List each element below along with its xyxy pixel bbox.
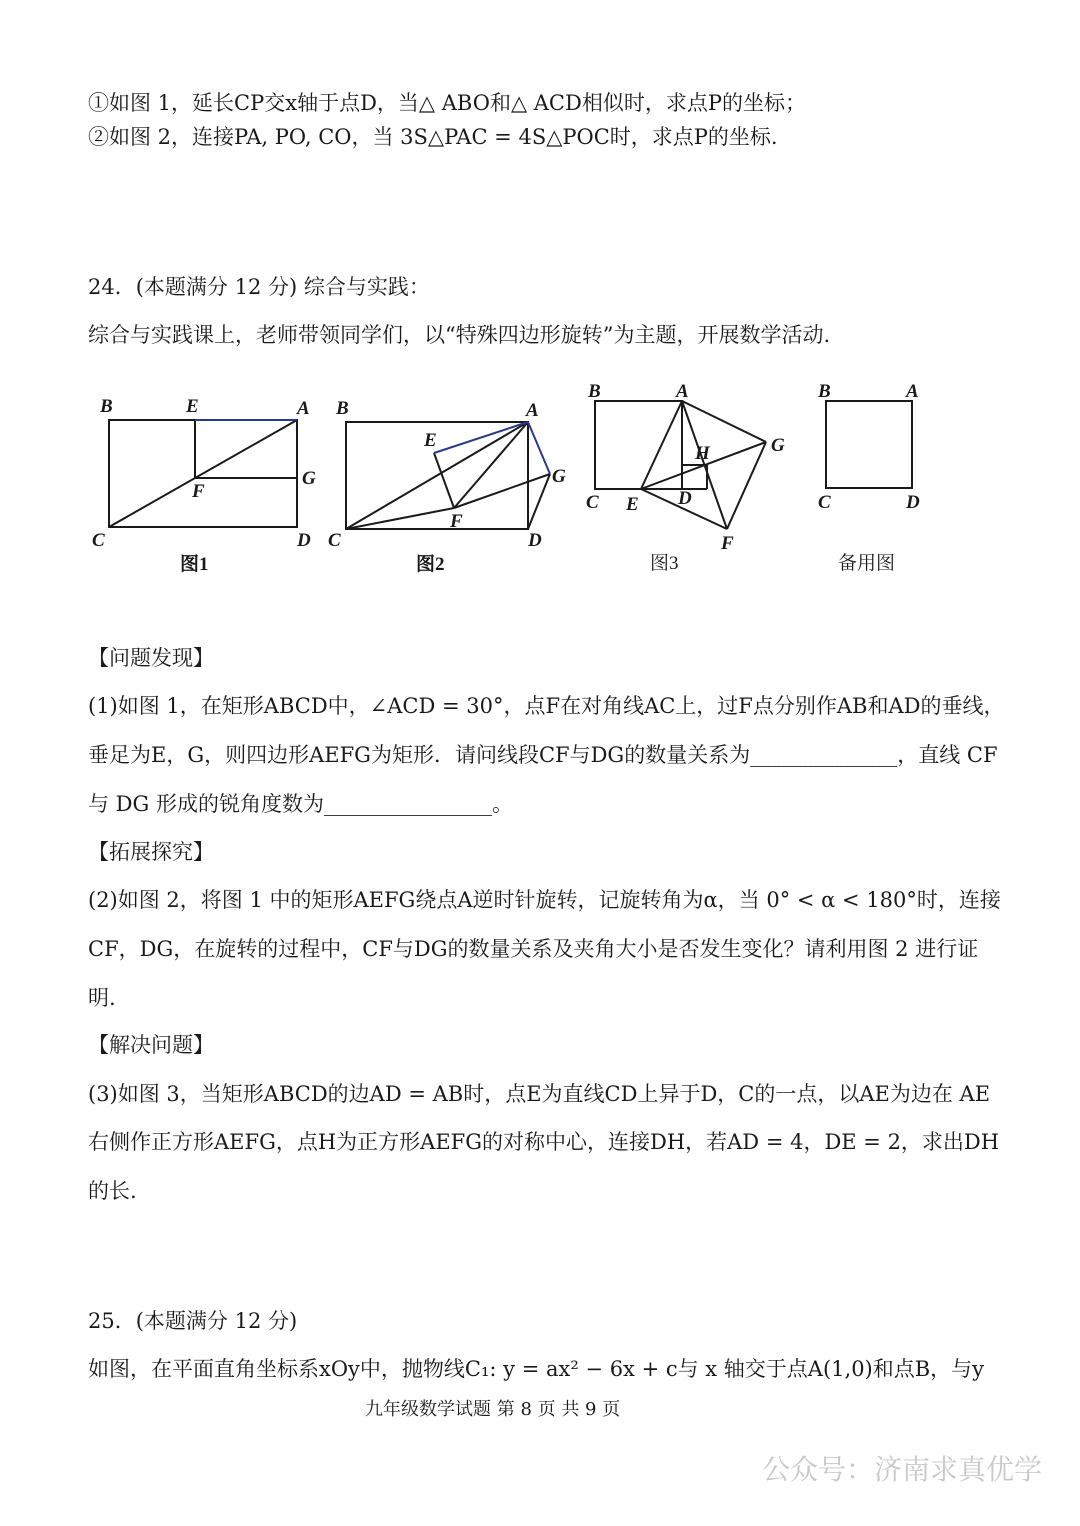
spare-figure-drawing bbox=[812, 380, 942, 580]
figure-1-drawing bbox=[88, 390, 328, 580]
problem-25-heading: 25．(本题满分 12 分) bbox=[88, 1309, 298, 1333]
fig2-label-e: E bbox=[424, 430, 437, 451]
watermark: 公众号：济南求真优学 bbox=[761, 1453, 1042, 1486]
fig4-label-d: D bbox=[906, 492, 920, 513]
figure-2-drawing bbox=[326, 390, 576, 580]
part-2-line-1: (2)如图 2，将图 1 中的矩形AEFG绕点A逆时针旋转，记旋转角为α，当 0° < α < 180°时，连接 bbox=[88, 888, 1001, 912]
fig3-label-f: F bbox=[721, 533, 734, 554]
fig3-label-g: G bbox=[771, 435, 785, 456]
fig1-label-d: D bbox=[297, 530, 311, 551]
fig1-label-g: G bbox=[302, 468, 316, 489]
problem-24-intro: 综合与实践课上，老师带领同学们，以“特殊四边形旋转”为主题，开展数学活动. bbox=[88, 323, 831, 347]
fig1-label-b: B bbox=[100, 396, 113, 417]
fig3-label-d: D bbox=[678, 488, 692, 509]
fig2-label-c: C bbox=[328, 530, 341, 551]
part-3-line-3: 的长. bbox=[88, 1179, 137, 1203]
fig4-label-c: C bbox=[818, 492, 831, 513]
fig3-label-a: A bbox=[676, 381, 689, 402]
section-problem-discovery: 【问题发现】 bbox=[88, 646, 214, 670]
section-problem-solving: 【解决问题】 bbox=[88, 1033, 214, 1057]
problem-24-heading: 24．(本题满分 12 分) 综合与实践： bbox=[88, 275, 430, 299]
part-1-line-2: 垂足为E，G，则四边形AEFG为矩形．请问线段CF与DG的数量关系为______________，直线 CF bbox=[88, 743, 998, 767]
fig2-label-a: A bbox=[526, 400, 539, 421]
problem-25-line-1: 如图，在平面直角坐标系xOy中，抛物线C₁: y = ax² − 6x + c与 x 轴交于点A(1,0)和点B，与y bbox=[88, 1357, 985, 1381]
fig3-label-b: B bbox=[588, 381, 601, 402]
fig3-caption: 图3 bbox=[650, 553, 679, 574]
figure-2 bbox=[326, 390, 576, 580]
fig3-label-e: E bbox=[626, 494, 639, 515]
figure-1 bbox=[88, 390, 328, 580]
fig1-label-f: F bbox=[192, 481, 205, 502]
fig4-caption: 备用图 bbox=[838, 553, 896, 574]
figure-3-drawing bbox=[580, 380, 810, 580]
problem-23-part-2: ②如图 2，连接PA, PO, CO，当 3S△PAC = 4S△POC时，求点P的坐标. bbox=[88, 125, 778, 149]
part-2-line-3: 明. bbox=[88, 986, 116, 1010]
fig2-label-d: D bbox=[528, 530, 542, 551]
fig4-label-a: A bbox=[906, 381, 919, 402]
part-1-line-3: 与 DG 形成的锐角度数为________________。 bbox=[88, 792, 513, 816]
fig3-label-c: C bbox=[586, 492, 599, 513]
part-2-line-2: CF，DG，在旋转的过程中，CF与DG的数量关系及夹角大小是否发生变化？请利用图 2 进行证 bbox=[88, 937, 979, 961]
figure-3 bbox=[580, 380, 810, 580]
fig1-label-e: E bbox=[186, 396, 199, 417]
fig1-label-a: A bbox=[297, 398, 310, 419]
page-footer: 九年级数学试题 第 8 页 共 9 页 bbox=[365, 1399, 621, 1420]
fig2-label-f: F bbox=[450, 511, 463, 532]
part-3-line-2: 右侧作正方形AEFG，点H为正方形AEFG的对称中心，连接DH，若AD = 4，DE = 2，求出DH bbox=[88, 1130, 1000, 1154]
part-1-line-1: (1)如图 1，在矩形ABCD中，∠ACD = 30°，点F在对角线AC上，过F点分别作AB和AD的垂线， bbox=[88, 694, 1005, 718]
part-3-line-1: (3)如图 3，当矩形ABCD的边AD = AB时，点E为直线CD上异于D，C的一点，以AE为边在 AE bbox=[88, 1082, 991, 1106]
fig1-caption: 图1 bbox=[180, 554, 209, 575]
spare-figure bbox=[812, 380, 942, 580]
fig1-label-c: C bbox=[92, 530, 105, 551]
fig2-label-g: G bbox=[552, 466, 566, 487]
fig3-label-h: H bbox=[695, 443, 710, 464]
fig2-caption: 图2 bbox=[416, 554, 445, 575]
fig2-label-b: B bbox=[336, 398, 349, 419]
problem-23-part-1: ①如图 1，延长CP交x轴于点D，当△ ABO和△ ACD相似时，求点P的坐标； bbox=[88, 91, 806, 115]
section-extended-exploration: 【拓展探究】 bbox=[88, 840, 214, 864]
fig4-label-b: B bbox=[818, 381, 831, 402]
